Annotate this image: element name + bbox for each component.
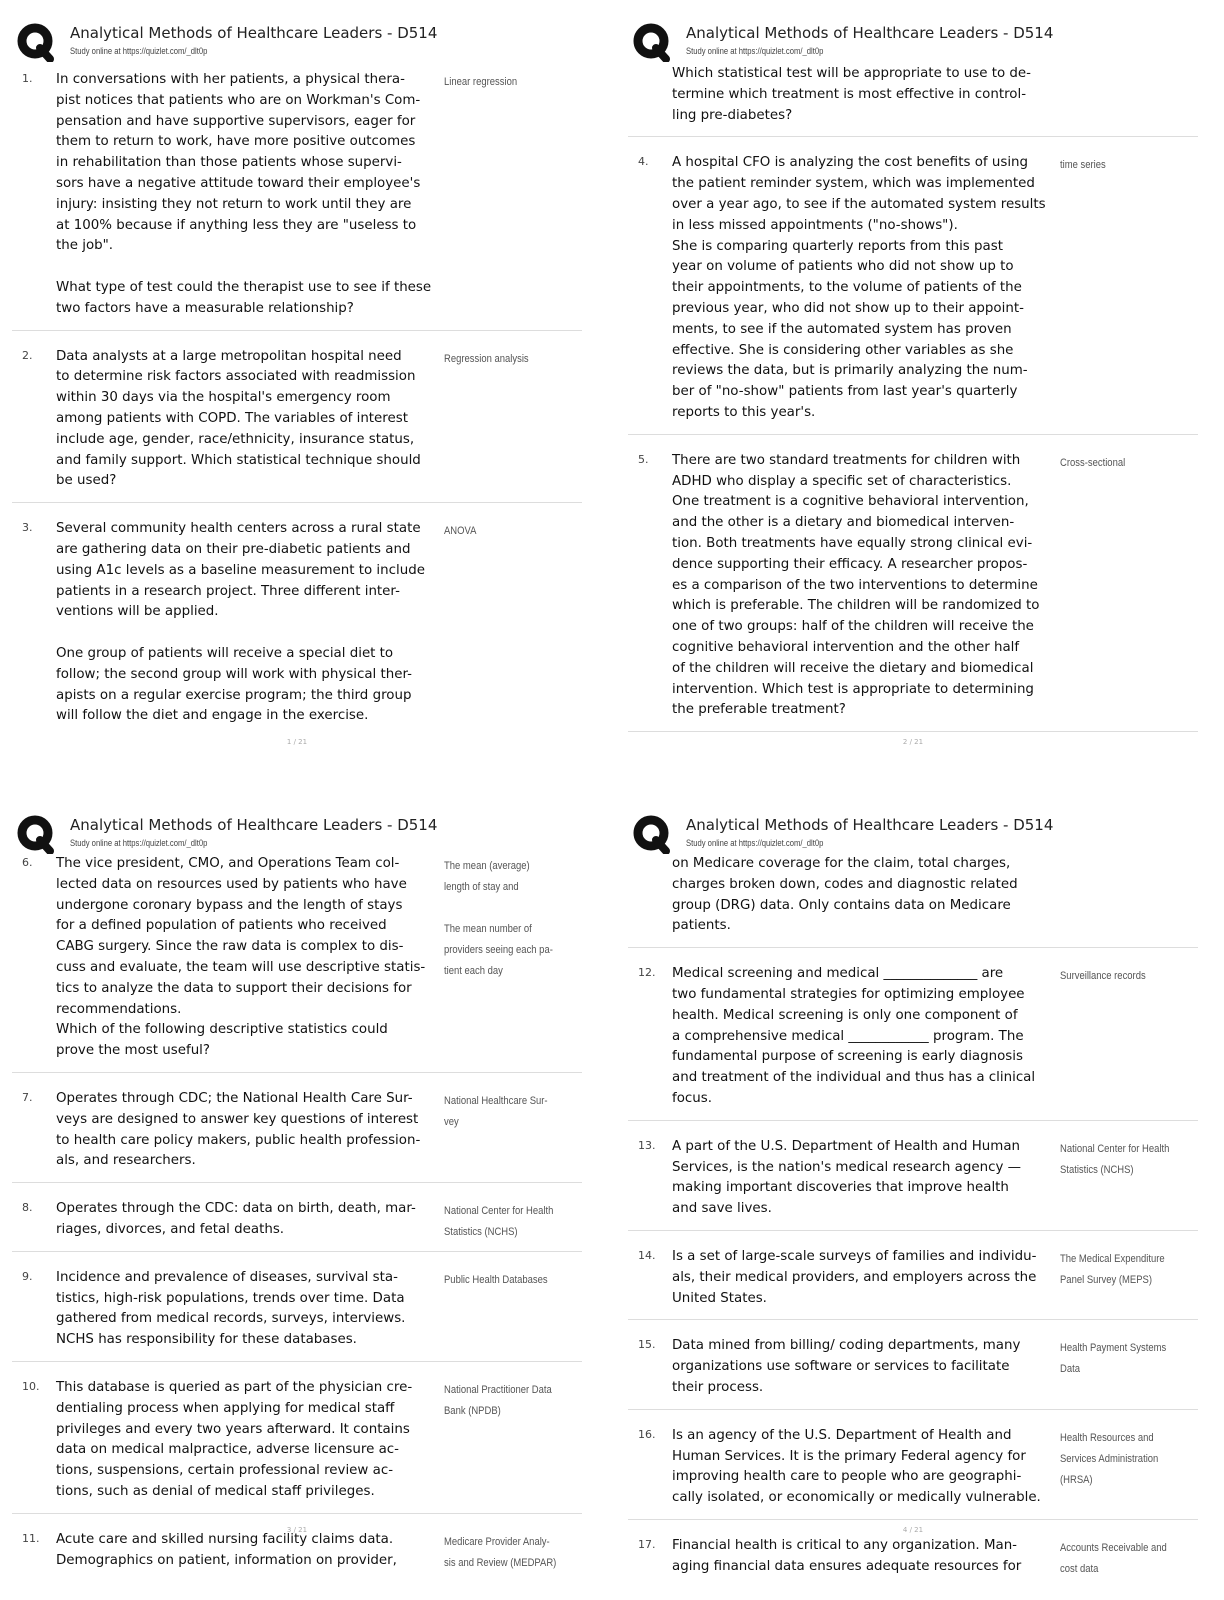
flashcard: [628, 1422, 1198, 1520]
card-answer: Surveillance records: [1060, 970, 1146, 983]
page-4: [628, 804, 1224, 1584]
page-header: [16, 16, 596, 62]
card-number: 15.: [638, 1338, 656, 1352]
page-number: 4 / 21: [902, 1526, 924, 1534]
card-number: 7.: [22, 1090, 33, 1104]
card-number: 13.: [638, 1138, 656, 1152]
card-question: The vice president, CMO, and Operations Team col- lected data on resources used by patients who have undergone coronary bypass and the length of stays for a defined population of patients who received CABG surgery. Since the raw data is complex to dis- cuss and evaluate, the team will use descriptive statis- tics to analyze the data to support their decisions for recommendations. Which of the following descriptive statistics could prove the most useful?: [56, 856, 426, 1059]
page-2: [628, 12, 1224, 792]
doc-subtitle: Study online at https://quizlet.com/_dlt0p: [686, 838, 824, 848]
flashcard: [628, 1243, 1198, 1320]
card-question: Acute care and skilled nursing facility claims data. Demographics on patient, information on provider,: [56, 1531, 397, 1568]
flashcard: [628, 447, 1198, 732]
card-answer: National Practitioner Data Bank (NPDB): [444, 1383, 552, 1417]
card-answer: Health Payment Systems Data: [1060, 1342, 1167, 1376]
card-answer: National Center for Health Statistics (NCHS): [444, 1205, 554, 1239]
flashcard-continued: [628, 64, 1198, 137]
flashcard: [12, 1374, 582, 1514]
page-1: [12, 12, 612, 792]
quizlet-logo-icon: [16, 814, 56, 854]
flashcard: [12, 343, 582, 504]
flashcard: [12, 1526, 582, 1582]
doc-subtitle: Study online at https://quizlet.com/_dlt0p: [70, 46, 208, 56]
flashcard: [12, 66, 582, 331]
flashcard: [12, 515, 582, 737]
quizlet-logo-icon: [16, 22, 56, 62]
card-number: 16.: [638, 1427, 656, 1441]
card-answer: ANOVA: [444, 525, 477, 538]
card-question: Is an agency of the U.S. Department of Health and Human Services. It is the primary Federal agency for improving health care to people who are geographi- cally isolated, or economically or medically vulnerable.: [672, 1427, 1041, 1506]
card-answer: Public Health Databases: [444, 1273, 548, 1286]
card-question: Financial health is critical to any organization. Man- aging financial data ensures adequate resources for: [672, 1537, 1022, 1574]
doc-title: Analytical Methods of Healthcare Leaders - D514: [70, 24, 438, 42]
card-answer: National Center for Health Statistics (NCHS): [1060, 1142, 1170, 1176]
doc-subtitle: Study online at https://quizlet.com/_dlt0p: [70, 838, 208, 848]
card-question: This database is queried as part of the physician cre- dentialing process when applying for medical staff privileges and every two years afterward. It contains data on medical malpractice, adverse licensure ac- tions, suspensions, certain professional review ac- tions, such as denial of medical staff privileges.: [56, 1379, 413, 1499]
card-list: [628, 64, 1198, 744]
card-question: A part of the U.S. Department of Health and Human Services, is the nation's medical research agency — making important discoveries that improve health and save lives.: [672, 1138, 1022, 1217]
flashcard: [12, 1264, 582, 1362]
card-question: Operates through the CDC: data on birth, death, mar- riages, divorces, and fetal deaths.: [56, 1201, 416, 1237]
card-number: 4.: [638, 155, 649, 169]
card-answer: Linear regression: [444, 76, 518, 88]
card-list: [628, 854, 1198, 1600]
flashcard-continued: [628, 854, 1198, 948]
card-answer: Accounts Receivable and cost data: [1060, 1541, 1167, 1575]
flashcard: [12, 1085, 582, 1183]
card-number: 10.: [22, 1379, 40, 1393]
card-question: Which statistical test will be appropriate to use to de- termine which treatment is most effective in control- ling pre-diabetes?: [672, 66, 1031, 123]
card-question: There are two standard treatments for children with ADHD who display a specific set of characteristics. One treatment is a cognitive behavioral intervention, and the other is a dietary and biomedical interven- tion. Both treatments have equally strong clinical evi- dence supporting their efficacy. A researcher propos- es a comparison of the two interventions to determine which is preferable. The children will be randomized to one of two groups: half of the children will receive the cognitive behavioral intervention and the other half of the children will receive the dietary and biomedical intervention. Which test is appropriate to determining the preferable treatment?: [672, 452, 1040, 718]
flashcard: [628, 149, 1198, 434]
card-question: Data analysts at a large metropolitan hospital need to determine risk factors associated with readmission within 30 days via the hospital's emergency room among patients with COPD. The variables of interest include age, gender, race/ethnicity, insurance status, and family support. Which statistical technique should be used?: [56, 348, 421, 489]
card-answer: Regression analysis: [444, 352, 529, 365]
card-question: on Medicare coverage for the claim, total charges, charges broken down, codes and diagnostic related group (DRG) data. Only contains data on Medicare patients.: [672, 856, 1018, 934]
card-question: Medical screening and medical ______________ are two fundamental strategies for optimizing employee health. Medical screening is only one component of a comprehensive medical ____________ program. The fundamental purpose of screening is early diagnosis and treatment of the individual and thus has a clinical focus.: [672, 966, 1036, 1106]
doc-title: Analytical Methods of Healthcare Leaders - D514: [686, 24, 1054, 42]
card-answer: Medicare Provider Analy- sis and Review (MEDPAR): [444, 1535, 557, 1569]
card-list: [12, 850, 582, 1593]
flashcard: [628, 1133, 1198, 1231]
doc-title: Analytical Methods of Healthcare Leaders - D514: [686, 816, 1054, 834]
card-question: A hospital CFO is analyzing the cost benefits of using the patient reminder system, which was implemented over a year ago, to see if the automated system results in less missed appointments ("no-shows"). She is comparing quarterly reports from this past year on volume of patients who did not show up to their appointments, to the volume of patients of the previous year, who did not show up to their appoint- ments, to see if the automated system has proven effective. She is considering other variables as she reviews the data, but is primarily analyzing the num- ber of "no-show" patients from last year's quarterly reports to this year's.: [672, 155, 1046, 420]
flashcard: [12, 850, 582, 1073]
page-header: [16, 808, 596, 854]
card-question: Data mined from billing/ coding departments, many organizations use software or services to facilitate their process.: [672, 1338, 1021, 1395]
card-question: Is a set of large-scale surveys of families and individu- als, their medical providers, and employers across the United States.: [672, 1248, 1037, 1306]
card-number: 3.: [22, 521, 33, 535]
doc-subtitle: Study online at https://quizlet.com/_dlt0p: [686, 46, 824, 56]
flashcard: [628, 960, 1198, 1121]
page-header: [632, 16, 1212, 62]
quizlet-logo-icon: [632, 22, 672, 62]
card-number: 9.: [22, 1269, 33, 1283]
card-number: 11.: [22, 1531, 40, 1545]
card-number: 14.: [638, 1248, 656, 1262]
flashcard: [12, 1195, 582, 1252]
card-answer: Cross-sectional: [1060, 456, 1126, 469]
page-header: [632, 808, 1212, 854]
card-number: 8.: [22, 1201, 33, 1215]
card-number: 1.: [22, 72, 33, 85]
card-number: 2.: [22, 348, 33, 362]
page-number: 1 / 21: [286, 738, 308, 746]
card-number: 5.: [638, 452, 649, 466]
card-question: In conversations with her patients, a physical thera- pist notices that patients who are on Workman's Com- pensation and have supportive supervisors, eager for them to return to work, have more positive outcomes in rehabilitation than those patients whose supervi- sors have a negative attitude toward their employee's injury: insisting they not return to work until they are at 100% because if anything less they are "useless to the job". What type of test could the therapist use to see if these two factors have a measurable relationship?: [56, 72, 432, 316]
doc-title: Analytical Methods of Healthcare Leaders - D514: [70, 816, 438, 834]
card-answer: The Medical Expenditure Panel Survey (MEPS): [1060, 1252, 1165, 1286]
card-question: Incidence and prevalence of diseases, survival sta- tistics, high-risk populations, trends over time. Data gathered from medical records, surveys, interviews. NCHS has responsibility for these databases.: [56, 1269, 406, 1348]
page-number: 2 / 21: [902, 738, 924, 746]
card-answer: Health Resources and Services Administration (HRSA): [1060, 1431, 1159, 1486]
card-question: Operates through CDC; the National Health Care Sur- veys are designed to answer key questions of interest to health care policy makers, public health profession- als, and researchers.: [56, 1090, 421, 1169]
page-number: 3 / 21: [286, 1526, 308, 1534]
flashcard: [628, 1532, 1198, 1588]
card-answer: time series: [1060, 159, 1106, 172]
card-number: 6.: [22, 856, 33, 869]
card-number: 17.: [638, 1537, 656, 1551]
card-list: [12, 66, 582, 749]
flashcard: [628, 1332, 1198, 1409]
quizlet-logo-icon: [632, 814, 672, 854]
card-question: Several community health centers across a rural state are gathering data on their pre-diabetic patients and using A1c levels as a baseline measurement to include patients in a research project. Three different inter- ventions will be applied. One group of patients will receive a special diet to follow; the second group will work with physical ther- apists on a regular exercise program; the third group will follow the diet and engage in the exercise.: [56, 521, 425, 724]
card-answer: The mean (average) length of stay and The mean number of providers seeing each pa- tient each day: [444, 860, 553, 977]
card-answer: National Healthcare Sur- vey: [444, 1094, 548, 1128]
page-3: [12, 804, 612, 1584]
card-number: 12.: [638, 966, 656, 980]
